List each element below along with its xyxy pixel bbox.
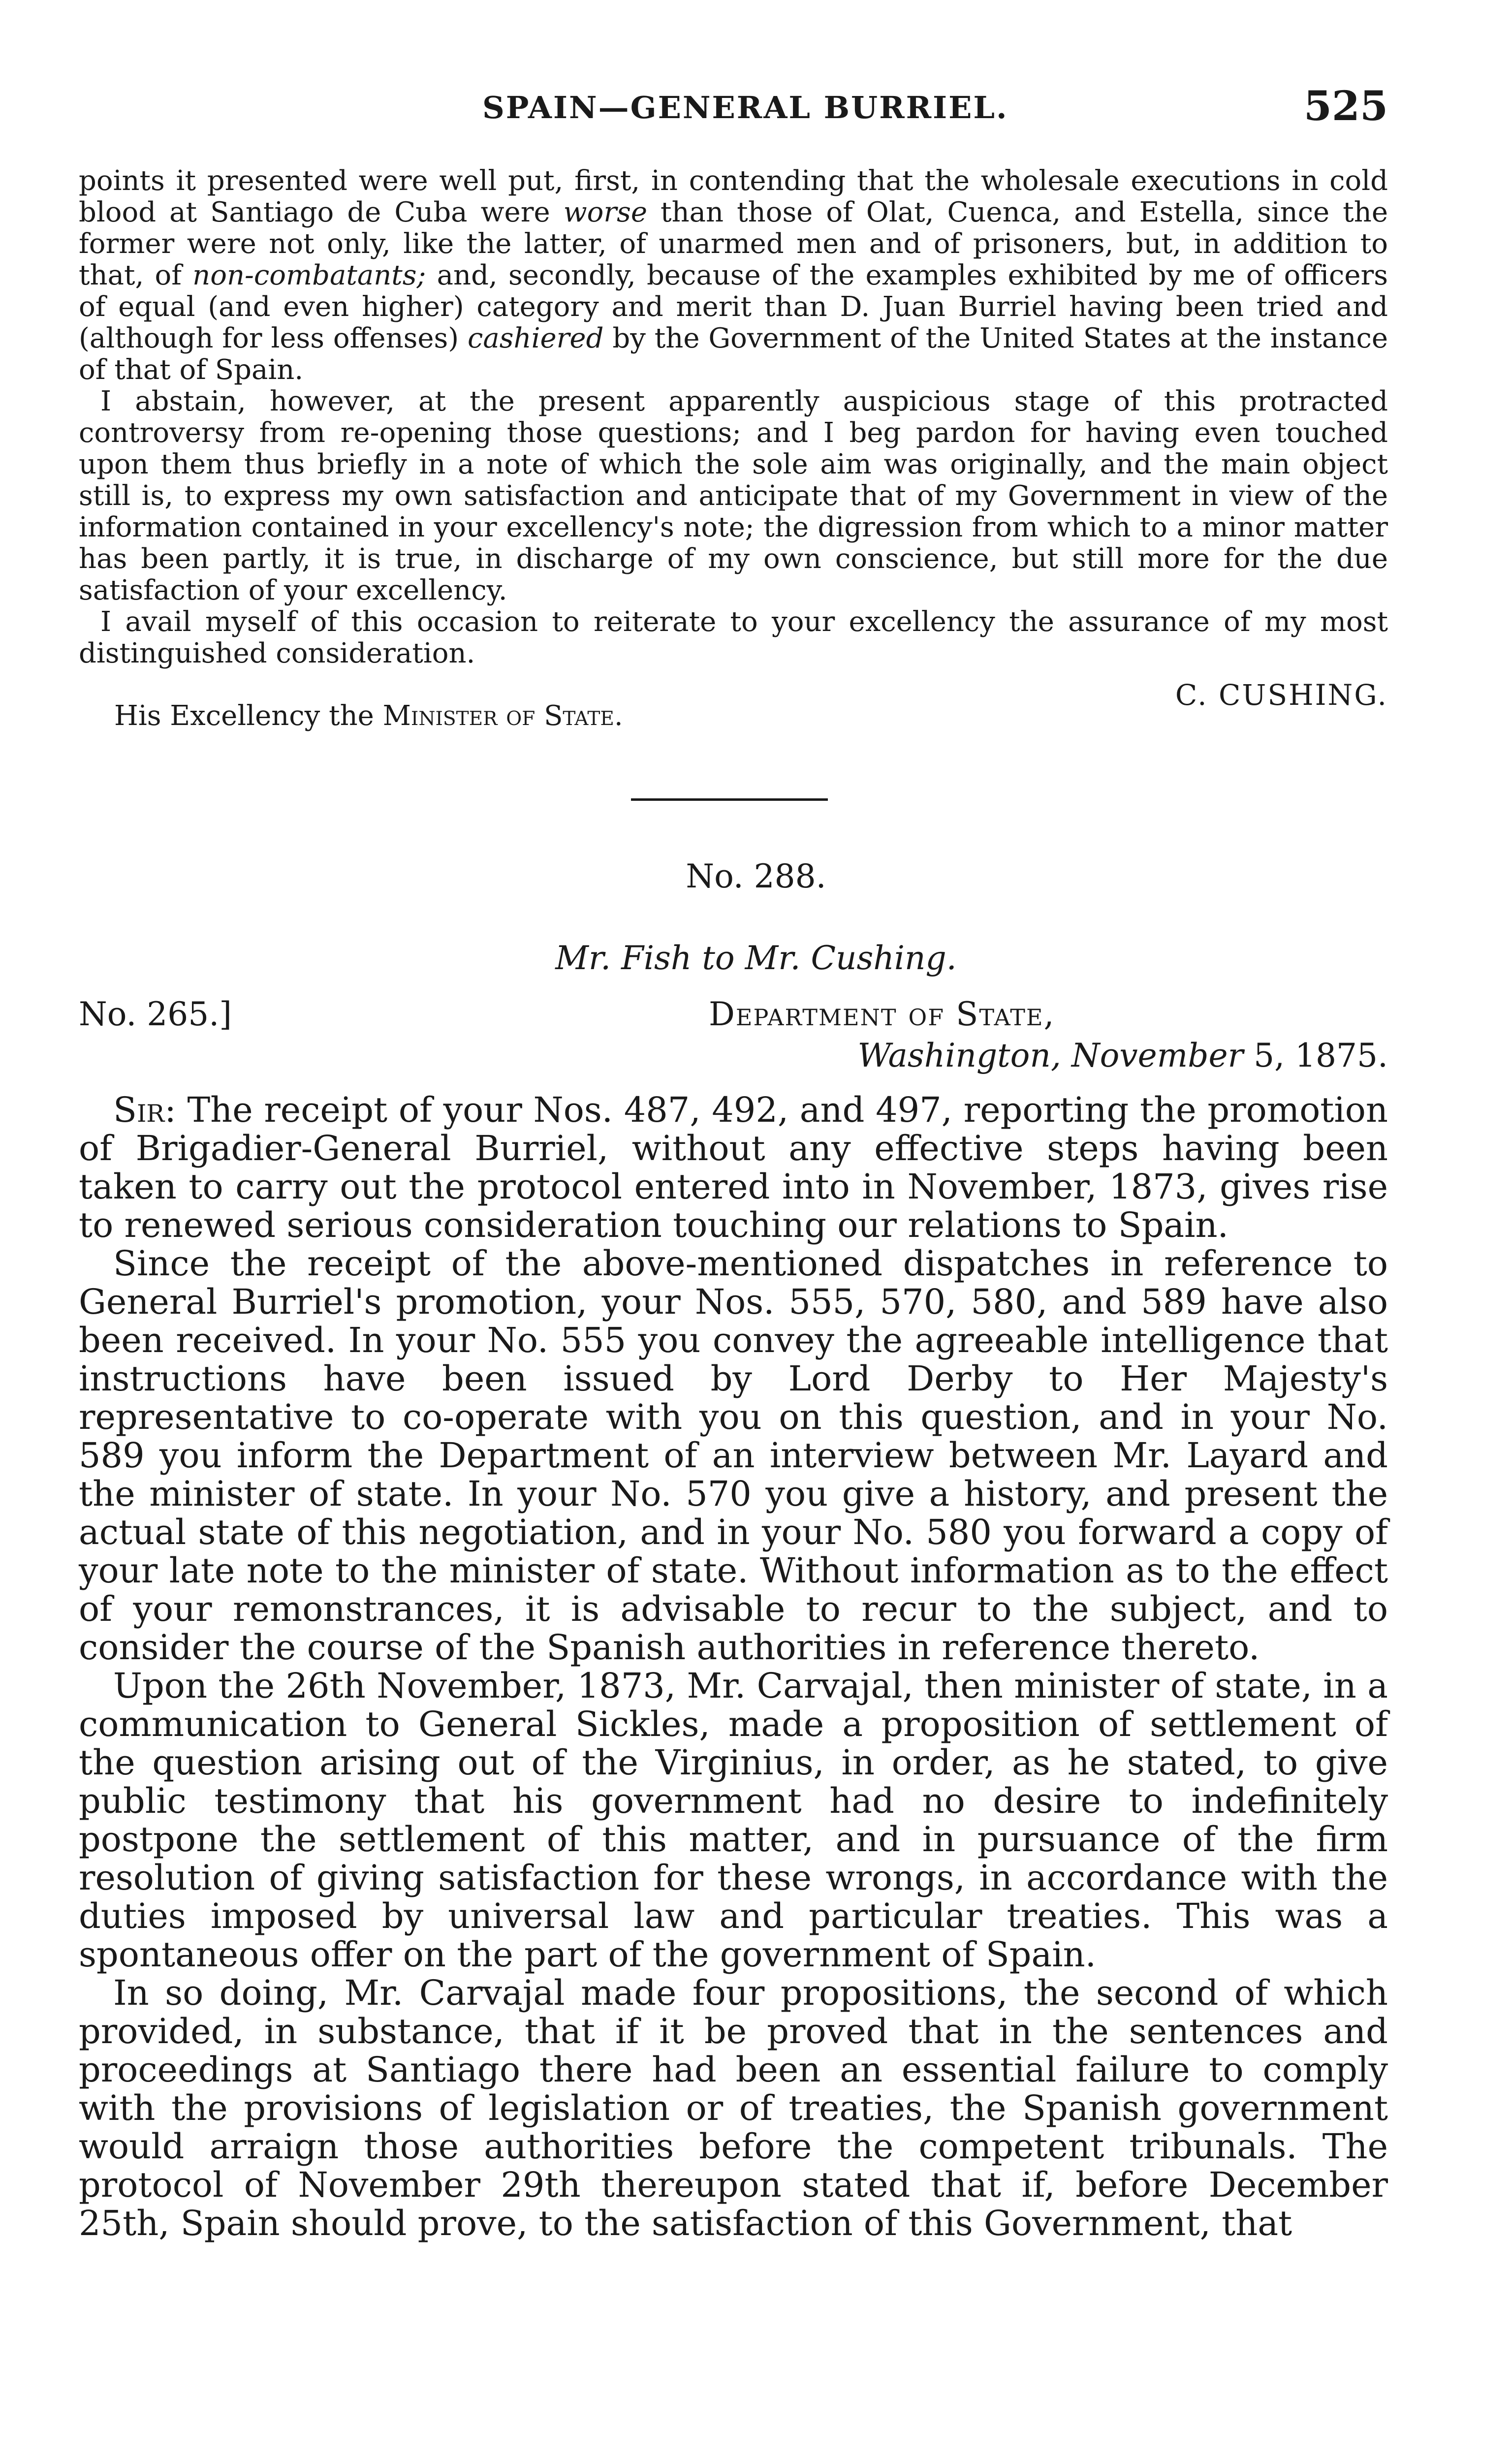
- previous-letter-paragraph: I abstain, however, at the present apparently auspicious stage of this protracted controversy from re-opening those questions; and I beg pardon for having even touched upon them thus briefly in a note of which the sole aim was originally, and the main object still is, to express my own satisfaction and anticipate that of my Government in view of the information contained in your excellency's note; the digression from which to a minor matter has been partly, it is true, in discharge of my own conscience, but still more for the due satisfaction of your excellency.: [79, 385, 1388, 606]
- previous-letter-paragraph: I avail myself of this occasion to reiterate to your excellency the assurance of my most distinguished consideration.: [79, 606, 1388, 669]
- signature: C. CUSHING.: [1175, 678, 1388, 712]
- salutation: Sir:: [113, 1090, 176, 1130]
- previous-letter-text: [79, 165, 1388, 669]
- body-paragraph: In so doing, Mr. Carvajal made four propositions, the second of which provided, in substance, that if it be proved that in the sentences and proceedings at Santiago there had been an essential failure to comply with the provisions of legislation or of treaties, the Spanish government would arraign those authorities before the competent tribunals. The protocol of November 29th thereupon stated that if, before December 25th, Spain should prove, to the satisfaction of this Government, that: [79, 1973, 1388, 2243]
- letter-body: [79, 1091, 1388, 2242]
- body-paragraph: Sir: The receipt of your Nos. 487, 492, and 497, reporting the promotion of Brigadier-General Burriel, without any effective steps having been taken to carry out the protocol entered into in November, 1873, gives rise to renewed serious consideration touching our relations to Spain.: [79, 1090, 1388, 1245]
- running-head: [79, 83, 1388, 130]
- page-number: 525: [1303, 83, 1388, 130]
- body-paragraph: Upon the 26th November, 1873, Mr. Carvajal, then minister of state, in a communication to General Sickles, made a proposition of settlement of the question arising out of the Virginius, in order, as he stated, to give public testimony that his government had no desire to indefinitely postpone the settlement of this matter, and in pursuance of the firm resolution of giving satisfaction for these wrongs, in accordance with the duties imposed by universal law and particular treaties. This was a spontaneous offer on the part of the government of Spain.: [79, 1666, 1388, 1975]
- body-paragraph: Since the receipt of the above-mentioned dispatches in reference to General Burriel's promotion, your Nos. 555, 570, 580, and 589 have also been received. In your No. 555 you convey the agreeable intelligence that instructions have been issued by Lord Derby to Her Majesty's representative to co-operate with you on this question, and in your No. 589 you inform the Department of an interview between Mr. Layard and the minister of state. In your No. 570 you give a history, and present the actual state of this negotiation, and in your No. 580 you forward a copy of your late note to the minister of state. Without information as to the effect of your remonstrances, it is advisable to recur to the subject, and to consider the course of the Spanish authorities in reference thereto.: [79, 1243, 1388, 1668]
- document-number: No. 288.: [686, 857, 826, 895]
- dateline: Washington, November 5, 1875.: [857, 1037, 1388, 1074]
- document-title: Mr. Fish to Mr. Cushing.: [555, 939, 957, 977]
- reference-number: No. 265.]: [79, 995, 232, 1033]
- section-divider: [631, 798, 828, 801]
- addressee: His Excellency the Minister of State.: [114, 700, 623, 732]
- previous-letter-paragraph: points it presented were well put, first, in contending that the wholesale executions in cold blood at Santiago de Cuba were worse than those of Olat, Cuenca, and Estella, since the former were not only, like the latter, of unarmed men and of prisoners, but, in addition to that, of non-combatants; and, secondly, because of the examples exhibited by me of officers of equal (and even higher) category and merit than D. Juan Burriel having been tried and (although for less offenses) cashiered by the Government of the United States at the instance of that of Spain.: [79, 165, 1388, 386]
- running-title: SPAIN—GENERAL BURRIEL.: [482, 90, 1008, 126]
- department-heading: Department of State,: [709, 995, 1055, 1033]
